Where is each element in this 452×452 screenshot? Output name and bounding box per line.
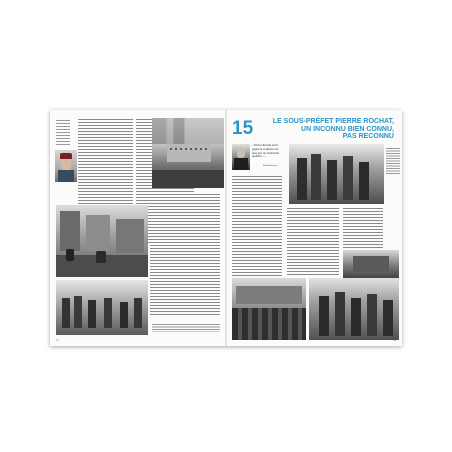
officers-photo-caption — [386, 148, 400, 178]
right-text-column-2 — [287, 208, 339, 276]
chapter-title-line-3: PAS RECONNU — [342, 133, 394, 141]
right-page — [227, 110, 402, 346]
chapter-number: 15 — [232, 118, 254, 139]
left-margin-caption — [56, 120, 70, 150]
left-page — [50, 110, 225, 346]
archive-photo — [343, 250, 399, 280]
book-spread — [50, 110, 402, 346]
soldiers-photo — [56, 280, 148, 335]
pull-quote: « Pierre Rochat avait gagné la confiance de tous par ses éminentes qualités... » — [252, 143, 280, 159]
building-photo — [152, 118, 224, 188]
left-text-column-1 — [78, 119, 133, 211]
parade-photo — [309, 278, 399, 340]
chapter-title-line-2: UN INCONNU BIEN CONNU, — [301, 125, 394, 133]
left-page-number: 112 — [56, 340, 60, 342]
street-photo — [56, 205, 148, 277]
right-text-column-1 — [232, 176, 282, 276]
left-text-column-3 — [150, 194, 220, 324]
portrait-photo — [55, 150, 77, 182]
quote-author: Benoît Brisseau — [263, 165, 277, 167]
crowd-photo — [232, 278, 306, 340]
right-text-column-3 — [343, 208, 383, 248]
chapter-title-line-1: LE SOUS-PRÉFET PIERRE ROCHAT, — [272, 118, 394, 125]
right-page-number: 113 — [392, 340, 396, 342]
rochat-portrait — [232, 144, 250, 170]
left-photo-caption — [152, 324, 220, 334]
officers-photo — [289, 144, 384, 204]
chapter-title — [254, 118, 394, 141]
